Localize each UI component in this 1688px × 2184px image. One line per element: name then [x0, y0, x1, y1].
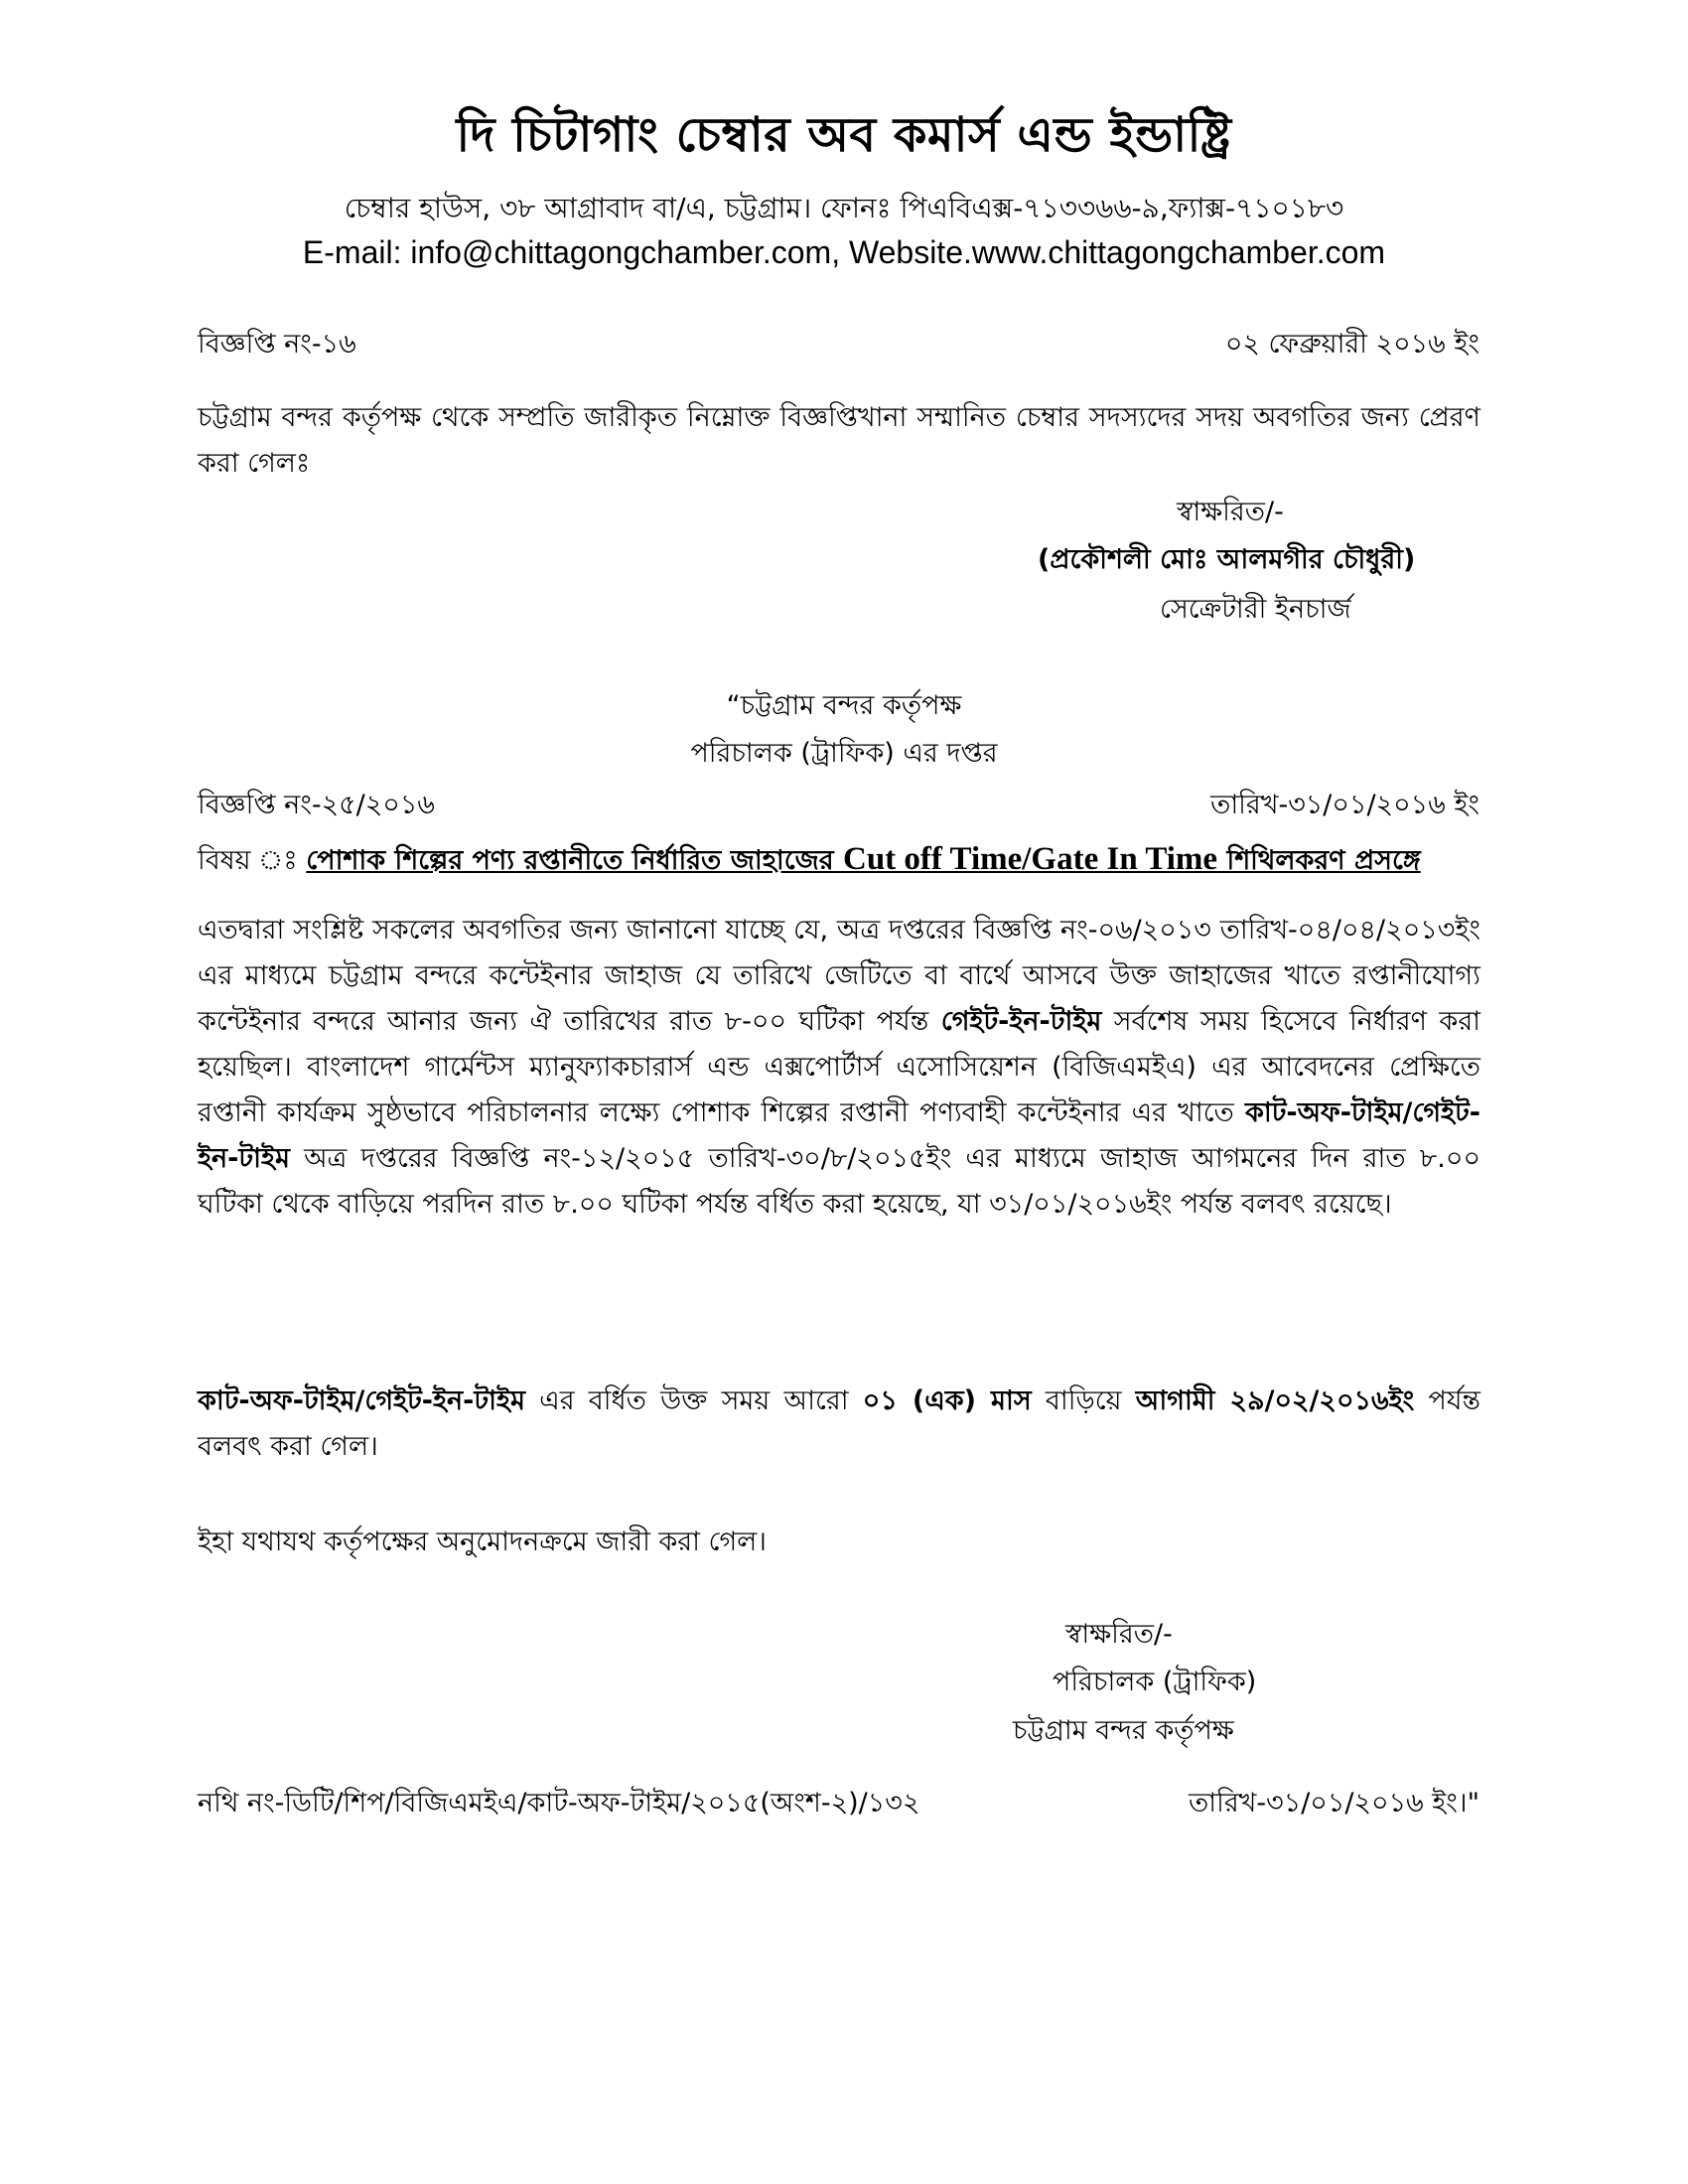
port-paragraph-3: ইহা যথাযথ কর্তৃপক্ষের অনুমোদনক্রমে জারী করা গেল।: [198, 1527, 767, 1557]
port-notice-date: তারিখ-৩১/০১/২০১৬ ইং: [1210, 790, 1479, 820]
port-org-line1: “চট্টগ্রাম বন্দর কর্তৃপক্ষ: [726, 690, 962, 721]
para2-bold-cutoff: কাট-অফ-টাইম/গেইট-ইন-টাইম: [198, 1385, 525, 1416]
port-signatory-title: পরিচালক (ট্রাফিক): [1053, 1667, 1257, 1697]
para2-bold-date: আগামী ২৯/০২/২০১৬ইং: [1135, 1385, 1415, 1416]
chamber-signatory-name: (প্রকৌশলী মোঃ আলমগীর চৌধুরী): [1038, 544, 1416, 575]
chamber-signatory-title: সেক্রেটারী ইনচার্জ: [1160, 594, 1351, 625]
para1-text-c: অত্র দপ্তরের বিজ্ঞপ্তি নং-১২/২০১৫ তারিখ-৩০/৮/২০১৫ইং এর মাধ্যমে জাহাজ আগমনের দিন রাত ৮.০০ ঘটিকা থেকে বাড়িয়ে পরদিন রাত ৮.০০ ঘটিকা পর্যন্ত বর্ধিত করা হয়েছে, যা ৩১/০১/২০১৬ইং পর্যন্ত বলবৎ রয়েছে।: [198, 1143, 1480, 1220]
port-notice-number: বিজ্ঞপ্তি নং-২৫/২০১৬: [198, 790, 435, 820]
para1-text-a: এতদ্বারা সংশ্লিষ্ট সকলের অবগতির জন্য জানানো যাচ্ছে যে, অত্র দপ্তরের বিজ্ঞপ্তি নং-০৬/২০১৩ তারিখ-০৪/০৪/২০১৩ইং এর মাধ্যমে চট্টগ্রাম বন্দরে কন্টেইনার জাহাজ যে তারিখে জেটিতে বা বার্থে আসবে উক্ত জাহাজের খাতে রপ্তানীযোগ্য কন্টেইনার বন্দরে আনার জন্য ঐ তারিখের রাত ৮-০০ ঘটিকা পর্যন্ত: [198, 915, 1480, 1037]
file-date: তারিখ-৩১/০১/২০১৬ ইং।": [1189, 1788, 1479, 1819]
port-signed: স্বাক্ষরিত/-: [1065, 1619, 1173, 1650]
port-signatory-org: চট্টগ্রাম বন্দর কর্তৃপক্ষ: [1013, 1715, 1234, 1746]
para2-bold-month: ০১ (এক) মাস: [862, 1385, 1032, 1416]
port-org-line2: পরিচালক (ট্রাফিক) এর দপ্তর: [690, 738, 998, 769]
para2-text-a: এর বর্ধিত উক্ত সময় আরো: [539, 1385, 849, 1416]
subject-body: [306, 841, 1421, 877]
subject-part2: শিথিলকরণ প্রসঙ্গে: [1226, 845, 1421, 876]
subject-part1: পোশাক শিল্পের পণ্য রপ্তানীতে নির্ধারিত জাহাজের: [306, 845, 834, 876]
para2-text-c: পর্যন্ত বলবৎ করা গেল।: [198, 1385, 1480, 1462]
para2-text-b: বাড়িয়ে: [1045, 1385, 1122, 1416]
port-paragraph-1: [198, 908, 1480, 1228]
chamber-address: চেম্বার হাউস, ৩৮ আগ্রাবাদ বা/এ, চট্টগ্রাম। ফোনঃ পিএবিএক্স-৭১৩৩৬৬-৯,ফ্যাক্স-৭১০১৮৩: [344, 192, 1344, 224]
para1-text-b: সর্বশেষ সময় হিসেবে নির্ধারণ করা হয়েছিল। বাংলাদেশ গার্মেন্টস ম্যানুফ্যাকচারার্স এন্ড এক্সপোর্টার্স এসোসিয়েশন (বিজিএমইএ) এর আবেদনের প্রেক্ষিতে রপ্তানী কার্যক্রম সুষ্ঠভাবে পরিচালনার লক্ষ্যে পোশাক শিল্পের রপ্তানী পণ্যবাহী কন্টেইনার এর খাতে: [198, 1006, 1481, 1128]
chamber-notice-number: বিজ্ঞপ্তি নং-১৬: [198, 329, 356, 360]
chamber-intro: চট্টগ্রাম বন্দর কর্তৃপক্ষ থেকে সম্প্রতি জারীকৃত নিম্নোক্ত বিজ্ঞপ্তিখানা সম্মানিত চেম্বার সদস্যদের সদয় অবগতির জন্য প্রেরণ করা গেলঃ: [198, 402, 1480, 479]
subject-english: Cut off Time/Gate In Time: [842, 841, 1218, 877]
file-number: নথি নং-ডিটি/শিপ/বিজিএমইএ/কাট-অফ-টাইম/২০১৫(অংশ-২)/১৩২: [198, 1788, 920, 1819]
port-paragraph-2: [198, 1379, 1480, 1470]
chamber-notice-date: ০২ ফেব্রুয়ারী ২০১৬ ইং: [1224, 329, 1479, 360]
subject-prefix: বিষয় ঃ: [198, 845, 298, 876]
para1-bold-cutoff: কাট-অফ-টাইম/গেইট-ইন-টাইম: [198, 1097, 1480, 1174]
port-subject: [198, 840, 1421, 885]
chamber-title: দি চিটাগাং চেম্বার অব কমার্স এন্ড ইন্ডাষ্ট্রি: [456, 107, 1232, 163]
para1-bold-gate-in: গেইট-ইন-টাইম: [940, 1006, 1102, 1037]
chamber-contact: E-mail: info@chittagongchamber.com, Website.www.chittagongchamber.com: [302, 234, 1386, 270]
chamber-signed: স্বাক্ষরিত/-: [1177, 497, 1284, 527]
